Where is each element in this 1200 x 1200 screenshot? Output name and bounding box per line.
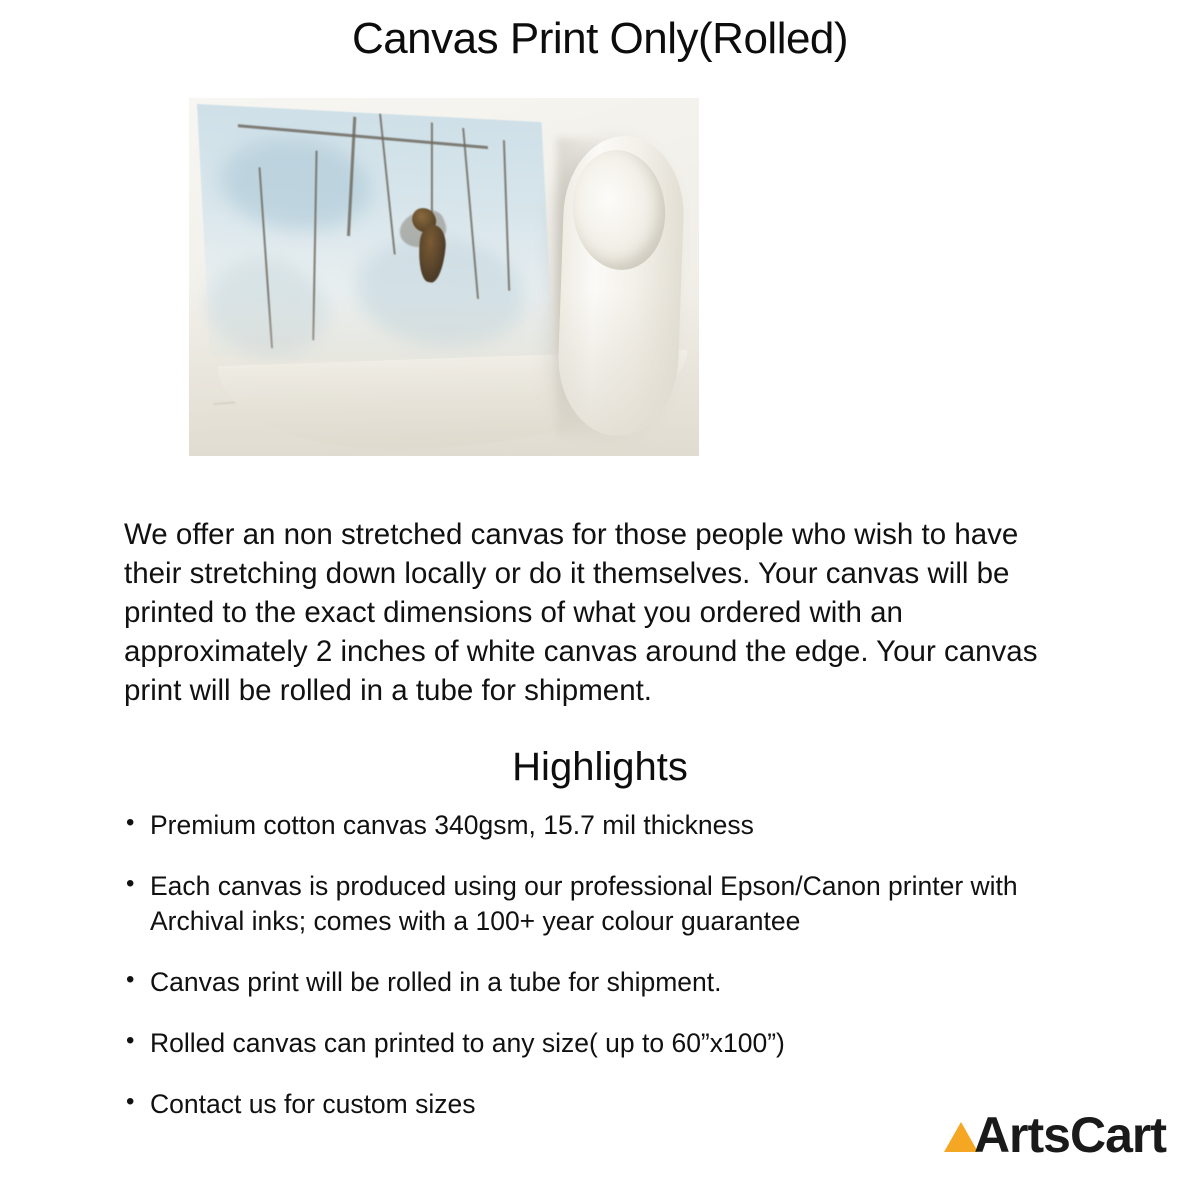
brand-logo	[944, 1106, 1172, 1164]
list-item: • Contact us for custom sizes	[122, 1087, 1102, 1122]
orange-triangle-icon	[944, 1122, 978, 1152]
list-item: • Rolled canvas can printed to any size( up to 60”x100”)	[122, 1026, 1102, 1061]
twig-line	[379, 114, 396, 255]
list-item: • Premium cotton canvas 340gsm, 15.7 mil thickness	[122, 808, 1102, 843]
rolled-canvas-photo	[189, 98, 699, 456]
studio-floor-shadow	[189, 291, 699, 456]
list-item: • Each canvas is produced using our professional Epson/Canon printer with Archival inks; comes with a 100+ year colour guarantee	[122, 869, 1102, 939]
highlights-list	[122, 808, 1102, 1148]
brand-logo-text: ArtsCart	[973, 1107, 1166, 1163]
page-title: Canvas Print Only(Rolled)	[351, 14, 849, 63]
product-image	[189, 98, 699, 456]
product-description: We offer an non stretched canvas for those people who wish to have their stretching down locally or do it themselves. Your canvas will be printed to the exact dimensions of what you ordered with an approximately 2 inches of white canvas around the edge. Your canvas print will be rolled in a tube for shipment.	[124, 517, 1038, 708]
list-item: • Canvas print will be rolled in a tube for shipment.	[122, 965, 1102, 1000]
highlights-heading: Highlights	[512, 745, 688, 790]
